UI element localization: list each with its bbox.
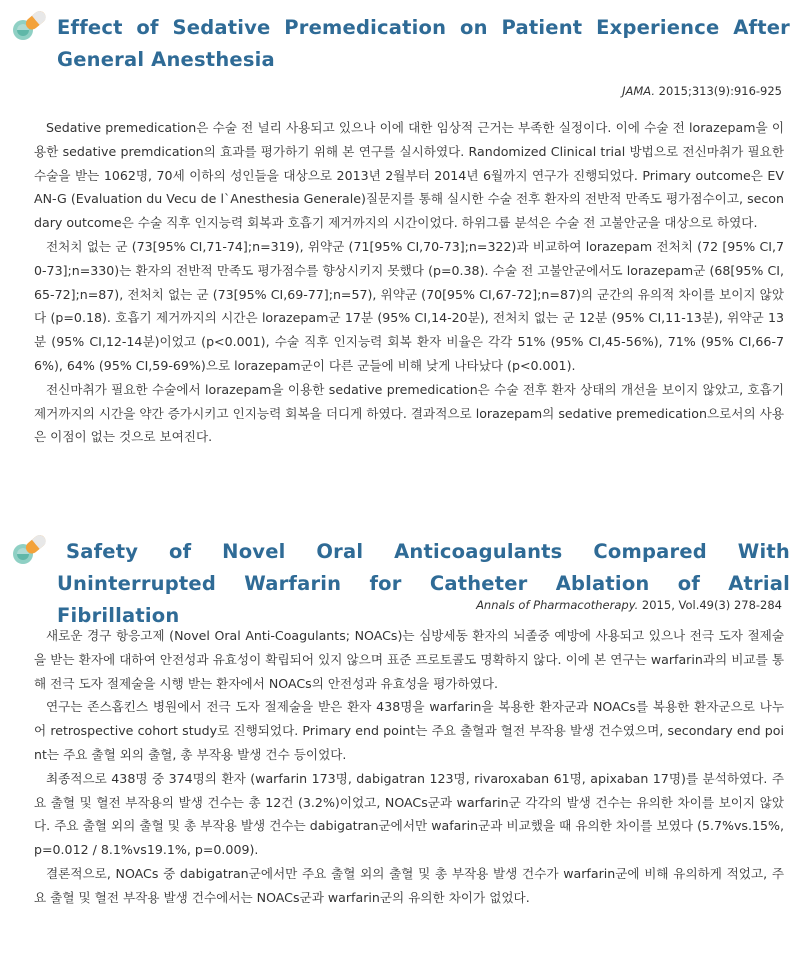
pill-capsule-icon xyxy=(10,530,50,568)
paragraph: 최종적으로 438명 중 374명의 환자 (warfarin 173명, dabigatran 123명, rivaroxaban 61명, apixaban 17명)를 분석하였다. 주요 출혈 및 혈전 부작용의 발생 건수는 총 12건 (3.2%)이었고, NOACs군과 warfarin군 각각의 발생 건수는 유의한 차이를 보이지 않았다. 주요 출혈 외의 출혈 및 총 부작용 발생 건수는 dabigatran군에서만 wafarin군과 비교했을 때 유의한 차이를 보였다 (5.7%vs.15%, p=0.012 / 8.1%vs19.1%, p=0.009). xyxy=(34,770,784,858)
paragraph: Sedative premedication은 수술 전 널리 사용되고 있으나 이에 대한 임상적 근거는 부족한 실정이다. 이에 수술 전 lorazepam을 이용한 sedative premdication의 효과를 평가하기 위해 본 연구를 실시하였다. Randomized Clinical trial 방법으로 전신마취가 필요한 수술을 받는 1062명, 70세 이하의 성인들을 대상으로 2013년 2월부터 2014년 6월까지 연구가 진행되었다. Primary outcome은 EVAN-G (Evaluation du Vecu de l`Anesthesia Generale)질문지를 통해 실시한 수술 전후 환자의 전반적 만족도 평가점수이고, secondary outcome은 수술 직후 인지능력 회복과 호흡기 제거까지의 시간이었다. 하위그룹 분석은 수술 전 고불안군을 대상으로 하였다. xyxy=(34,120,784,231)
citation-details: 2015;313(9):916-925 xyxy=(655,84,782,98)
citation-details: 2015, Vol.49(3) 278-284 xyxy=(638,598,782,612)
paragraph: 새로운 경구 항응고제 (Novel Oral Anti-Coagulants; NOACs)는 심방세동 환자의 뇌졸중 예방에 사용되고 있으나 전극 도자 절제술을 받는 환자에 대하여 안전성과 유효성이 확립되어 있지 않으며 표준 프로토콜도 명확하지 않다. 이에 본 연구는 warfarin과의 비교를 통해 전극 도자 절제술을 시행 받는 환자에서 NOACs의 안전성과 유효성을 평가하였다. xyxy=(34,628,784,691)
paragraph: 전처치 없는 군 (73[95% CI,71-74];n=319), 위약군 (71[95% CI,70-73];n=322)과 비교하여 lorazepam 전처치 (72 [95% CI,70-73];n=330)는 환자의 전반적 만족도 평가점수를 향상시키지 못했다 (p=0.38). 수술 전 고불안군에서도 lorazepam군 (68[95% CI,65-72];n=87), 전처치 없는 군 (73[95% CI,69-77];n=57), 위약군 (70[95% CI,67-72];n=87)의 군간의 유의적 차이를 보이지 않았다 (p=0.18). 호흡기 제거까지의 시간은 lorazepam군 17분 (95% CI,14-20분), 전처치 없는 군 12분 (95% CI,11-13분), 위약군 13분 (95% CI,12-14분)이었고 (p<0.001), 수술 직후 인지능력 회복 환자 비율은 각각 51% (95% CI,45-56%), 71% (95% CI,66-76%), 64% (95% CI,59-69%)으로 lorazepam군이 다른 군들에 비해 낮게 나타났다 (p<0.001). xyxy=(34,238,784,373)
article-title: Safety of Novel Oral Anticoagulants Compared With Uninterrupted Warfarin for Catheter Ablation of Atrial Fibrillation xyxy=(57,540,790,627)
paragraph: 결론적으로, NOACs 중 dabigatran군에서만 주요 출혈 외의 출혈 및 총 부작용 발생 건수가 warfarin군에 비해 유의하게 적었고, 주요 출혈 및 혈전 부작용 발생 건수에서는 NOACs군과 warfarin군의 유의한 차이가 없었다. xyxy=(34,865,784,905)
article-body xyxy=(34,116,784,449)
citation-journal: JAMA. xyxy=(622,84,656,98)
article-title: Effect of Sedative Premedication on Patient Experience After General Anesthesia xyxy=(57,16,790,71)
pill-capsule-icon xyxy=(10,6,50,44)
article-citation xyxy=(622,84,782,98)
paragraph: 연구는 존스홉킨스 병원에서 전극 도자 절제술을 받은 환자 438명을 warfarin을 복용한 환자군과 NOACs를 복용한 환자군으로 나누어 retrospective cohort study로 진행되었다. Primary end point는 주요 출혈과 혈전 부작용 발생 건수였으며, secondary end point는 주요 출혈 외의 출혈, 총 부작용 발생 건수 등이었다. xyxy=(34,699,784,762)
article-citation xyxy=(476,598,782,612)
paragraph: 전신마취가 필요한 수술에서 lorazepam을 이용한 sedative premedication은 수술 전후 환자 상태의 개선을 보이지 않았고, 호흡기 제거까지의 시간을 약간 증가시키고 인지능력 회복을 더디게 하였다. 결과적으로 lorazepam의 sedative premedication으로서의 사용은 이점이 없는 것으로 보여진다. xyxy=(34,381,784,445)
article-body xyxy=(34,624,784,910)
citation-journal: Annals of Pharmacotherapy. xyxy=(476,598,639,612)
